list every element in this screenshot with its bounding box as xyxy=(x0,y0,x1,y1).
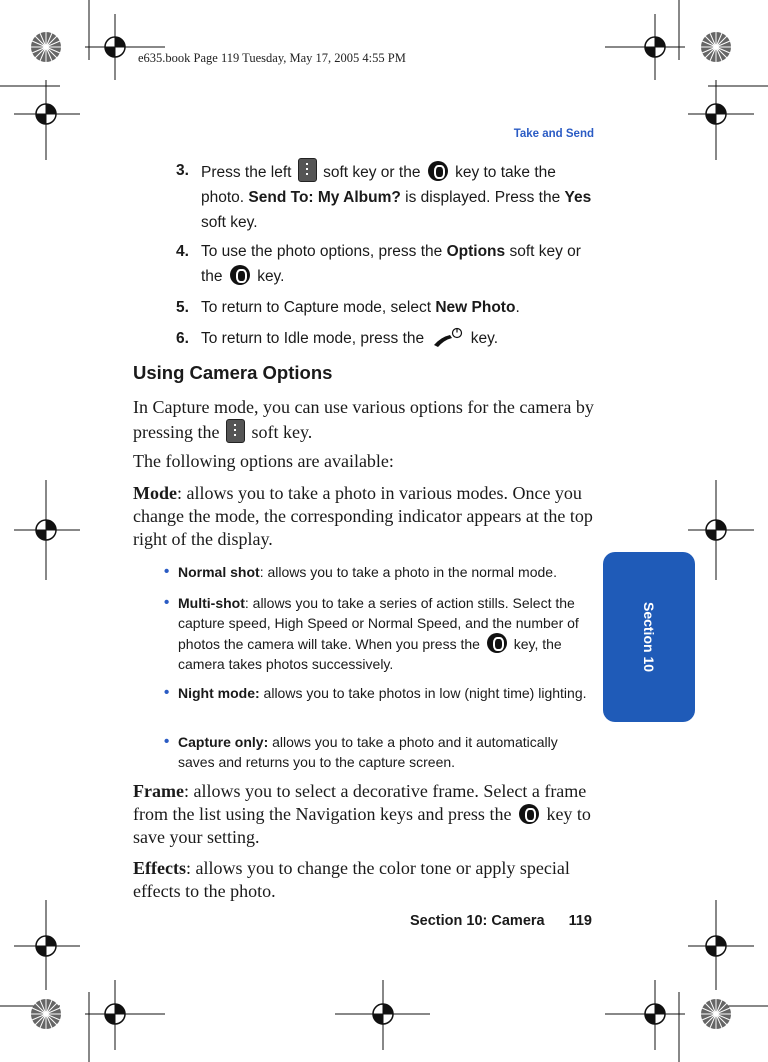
section-heading: Using Camera Options xyxy=(133,362,333,383)
options-available: The following options are available: xyxy=(133,451,394,471)
step-text: soft key. xyxy=(201,214,258,231)
mode-desc: : allows you to take a photo in various modes. Once you change the mode, the corresponding indicator appears at the top right of the display. xyxy=(133,483,593,549)
bullet-term: Capture only: xyxy=(178,734,269,750)
step-text: soft key or the xyxy=(201,243,581,285)
page-number: 119 xyxy=(568,913,592,929)
mode-term: Mode xyxy=(133,483,177,503)
section-tab-label: Section 10 xyxy=(641,601,657,673)
bullet-dot: • xyxy=(164,594,170,611)
bullet-desc: key, the camera takes photos successively. xyxy=(178,636,562,672)
step-text: key. xyxy=(470,330,499,347)
page-footer xyxy=(410,913,592,929)
step-emphasis: New Photo xyxy=(435,299,516,316)
ok-key-icon xyxy=(230,265,250,285)
bullet-desc: allows you to take a photo and it automatically saves and returns you to the capture screen. xyxy=(178,734,558,770)
bullet-desc: : allows you to take a photo in the normal mode. xyxy=(259,564,557,580)
effects-paragraph xyxy=(133,857,595,903)
effects-desc: : allows you to change the color tone or apply special effects to the photo. xyxy=(133,858,570,901)
step-number: 5. xyxy=(176,299,189,316)
running-head: Take and Send xyxy=(513,128,594,140)
end-key-icon xyxy=(430,327,464,349)
mode-paragraph xyxy=(133,482,595,551)
bullet-term: Normal shot xyxy=(178,564,260,580)
frame-term: Frame xyxy=(133,781,184,801)
ok-key-icon xyxy=(428,161,448,181)
bullet-capture-only xyxy=(164,733,594,773)
step-number: 3. xyxy=(176,162,189,179)
bullet-term: Multi-shot xyxy=(178,595,245,611)
frame-desc: key to save your setting. xyxy=(133,804,591,847)
bullet-term: Night mode: xyxy=(178,685,260,701)
section-tab xyxy=(603,552,695,722)
step-text: To return to Capture mode, select xyxy=(201,299,432,316)
step-number: 4. xyxy=(176,243,189,260)
bullet-night-mode xyxy=(164,684,594,724)
print-header: e635.book Page 119 Tuesday, May 17, 2005 4:55 PM xyxy=(138,51,406,65)
bullet-dot: • xyxy=(164,684,170,701)
intro-text: In Capture mode, you can use various options for the camera by pressing the xyxy=(133,397,594,442)
step-text: Press the left xyxy=(201,164,292,181)
footer-section: Section 10: Camera xyxy=(410,913,545,929)
soft-key-icon xyxy=(298,158,317,182)
step-text: . xyxy=(515,299,520,316)
step-6 xyxy=(176,326,596,351)
step-text: key to take the photo. xyxy=(201,164,556,206)
step-3 xyxy=(176,158,596,233)
frame-desc: : allows you to select a decorative frame. Select a frame from the list using the Navigation keys and press the xyxy=(133,781,587,824)
bullet-dot: • xyxy=(164,563,170,580)
intro-text: soft key. xyxy=(251,422,313,442)
bullet-desc: : allows you to take a series of action stills. Select the capture speed, High Speed or Normal Speed, and the number of photos the camera will take. When you press the xyxy=(178,595,579,652)
step-5 xyxy=(176,295,596,320)
step-emphasis: Yes xyxy=(564,189,592,206)
bullet-desc: allows you to take photos in low (night time) lighting. xyxy=(259,685,587,701)
bullet-dot: • xyxy=(164,733,170,750)
soft-key-icon xyxy=(226,419,245,443)
bullet-normal-shot xyxy=(164,563,594,585)
step-emphasis: Options xyxy=(446,243,506,260)
step-text: soft key or the xyxy=(323,164,421,181)
step-text: To return to Idle mode, press the xyxy=(201,330,425,347)
ok-key-icon xyxy=(487,633,507,653)
step-text: key. xyxy=(257,268,285,285)
step-number: 6. xyxy=(176,330,189,347)
step-4 xyxy=(176,239,596,289)
effects-term: Effects xyxy=(133,858,186,878)
step-text: To use the photo options, press the xyxy=(201,243,443,260)
step-emphasis: Send To: My Album? xyxy=(248,189,401,206)
ok-key-icon xyxy=(519,804,539,824)
step-text: is displayed. Press the xyxy=(405,189,561,206)
frame-paragraph xyxy=(133,780,595,849)
bullet-multi-shot xyxy=(164,594,594,674)
intro-paragraph xyxy=(133,396,595,444)
